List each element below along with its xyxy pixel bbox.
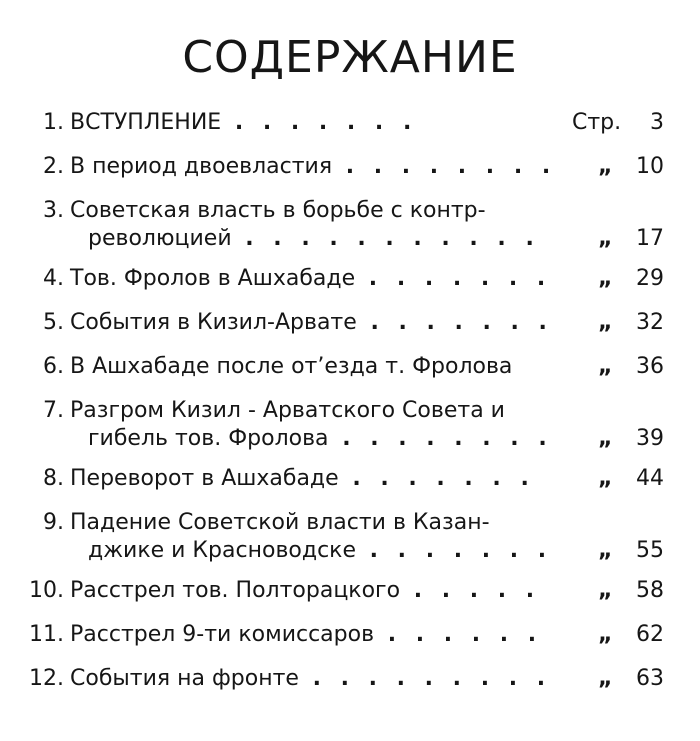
entry-title-continued: гибель тов. Фролова . . . . . . . . — [88, 426, 553, 451]
entry-number: 4. — [43, 266, 64, 291]
entry-title: ВСТУПЛЕНИЕ . . . . . . . — [70, 110, 418, 135]
entry-title-continued: джике и Красноводске . . . . . . . — [88, 538, 553, 563]
entry-title: В период двоевластия . . . . . . . . — [70, 154, 557, 179]
entry-title-continued: революцией . . . . . . . . . . . — [88, 226, 540, 251]
entry-title: События на фронте . . . . . . . . . — [70, 666, 552, 691]
entry-title: Тов. Фролов в Ашхабаде . . . . . . . — [70, 266, 552, 291]
ditto-mark: „ — [598, 622, 613, 647]
toc-entry-8 — [0, 462, 700, 496]
ditto-mark: „ — [598, 266, 613, 291]
ditto-mark: „ — [598, 466, 613, 491]
entry-title: Переворот в Ашхабаде . . . . . . . — [70, 466, 535, 491]
entry-number: 7. — [43, 398, 64, 423]
entry-page: 17 — [636, 226, 664, 251]
ditto-mark: „ — [598, 538, 613, 563]
toc-entry-5 — [0, 306, 700, 340]
entry-title: Расстрел тов. Полторацкого . . . . . — [70, 578, 541, 603]
entry-page: 39 — [636, 426, 664, 451]
entry-number: 5. — [43, 310, 64, 335]
entry-page: 10 — [636, 154, 664, 179]
entry-number: 9. — [43, 510, 64, 535]
entry-number: 1. — [43, 110, 64, 135]
toc-entry-10 — [0, 574, 700, 608]
toc-entry-3-line-2 — [0, 222, 700, 256]
toc-entry-7-line-2 — [0, 422, 700, 456]
entry-title: Падение Советской власти в Казан- — [70, 510, 490, 535]
entry-number: 3. — [43, 198, 64, 223]
ditto-mark: „ — [598, 226, 613, 251]
entry-title: Расстрел 9-ти комиссаров . . . . . . — [70, 622, 543, 647]
page-title: СОДЕРЖАНИЕ — [182, 32, 518, 83]
entry-page: 44 — [636, 466, 664, 491]
entry-page: 3 — [650, 110, 664, 135]
toc-entry-12 — [0, 662, 700, 696]
entry-page: 62 — [636, 622, 664, 647]
entry-page: 32 — [636, 310, 664, 335]
ditto-mark: „ — [598, 354, 613, 379]
entry-title: События в Кизил-Арвате . . . . . . . — [70, 310, 553, 335]
entry-number: 10. — [29, 578, 64, 603]
entry-number: 8. — [43, 466, 64, 491]
toc-entry-2 — [0, 150, 700, 184]
entry-page: 63 — [636, 666, 664, 691]
ditto-mark: „ — [598, 310, 613, 335]
toc-entry-1 — [0, 106, 700, 140]
toc-entry-11 — [0, 618, 700, 652]
toc-entry-9-line-2 — [0, 534, 700, 568]
entry-number: 12. — [29, 666, 64, 691]
ditto-mark: „ — [598, 578, 613, 603]
entry-title: В Ашхабаде после от’езда т. Фролова — [70, 354, 513, 379]
page-label: Стр. — [572, 110, 622, 135]
entry-title: Разгром Кизил - Арватского Совета и — [70, 398, 505, 423]
entry-page: 55 — [636, 538, 664, 563]
ditto-mark: „ — [598, 666, 613, 691]
entry-number: 2. — [43, 154, 64, 179]
entry-number: 11. — [29, 622, 64, 647]
ditto-mark: „ — [598, 426, 613, 451]
entry-page: 58 — [636, 578, 664, 603]
entry-number: 6. — [43, 354, 64, 379]
entry-page: 36 — [636, 354, 664, 379]
toc-entry-4 — [0, 262, 700, 296]
entry-page: 29 — [636, 266, 664, 291]
toc-entry-6 — [0, 350, 700, 384]
entry-title: Советская власть в борьбе с контр- — [70, 198, 486, 223]
ditto-mark: „ — [598, 154, 613, 179]
